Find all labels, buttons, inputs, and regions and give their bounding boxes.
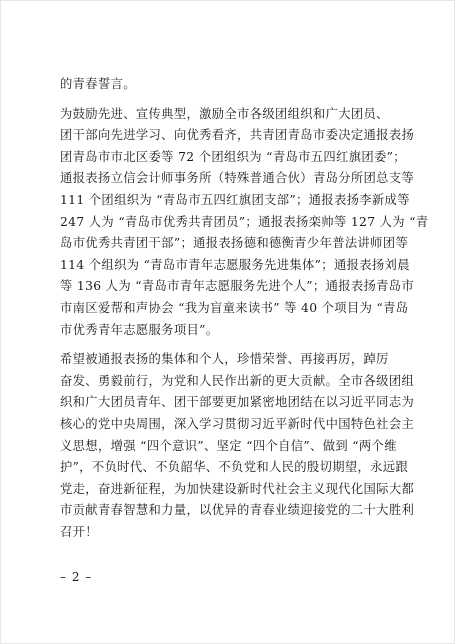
text-line: 奋发、勇毅前行，为党和人民作出新的更大贡献。全市各级团组 xyxy=(60,373,415,388)
text-line: 111 个团组织为 “青岛市五四红旗团支部”；通报表扬李新成等 xyxy=(60,192,410,207)
text-line: 市南区爱帮和声协会 “我为盲童来读书” 等 40 个项目为 “青岛 xyxy=(60,300,409,315)
page-number: – 2 – xyxy=(60,570,93,584)
text-line: 团干部向先进学习、向优秀看齐，共青团青岛市委决定通报表扬 xyxy=(60,128,415,143)
text-line: 希望被通报表扬的集体和个人，珍惜荣誉、再接再厉，踔厉 xyxy=(60,352,389,367)
paragraph-1 xyxy=(60,74,400,96)
text-line: 等 136 人为 “青岛市青年志愿服务先进个人”；通报表扬青岛市 xyxy=(60,279,415,294)
document-body xyxy=(60,74,429,543)
text-line: 岛市优秀共青团干部”；通报表扬德和德衡青少年普法讲师团等 xyxy=(60,236,409,251)
text-line: 织和广大团员青年、团干部要更加紧密地团结在以习近平同志为 xyxy=(60,395,415,410)
text-line: 党走，奋进新征程，为加快建设新时代社会主义现代化国际大都 xyxy=(60,481,415,496)
text-line: 114 个组织为 “青岛市青年志愿服务先进集体”；通报表扬刘晨 xyxy=(60,257,410,272)
paragraph-gap xyxy=(60,341,400,349)
text-line: 义思想，增强 “四个意识”、坚定 “四个自信”、做到 “两个维 xyxy=(60,438,397,453)
text-line: 市优秀青年志愿服务项目”。 xyxy=(60,322,219,337)
text-line: 团青岛市市北区委等 72 个团组织为 “青岛市五四红旗团委”； xyxy=(60,149,406,164)
paragraph-gap xyxy=(60,96,400,104)
text-line: 护”，不负时代、不负韶华、不负党和人民的殷切期望，永远跟 xyxy=(60,460,409,475)
text-line: 的青春誓言。 xyxy=(60,77,136,91)
paragraph-2 xyxy=(60,104,429,342)
text-line: 为鼓励先进、宣传典型，激励全市各级团组织和广大团员、 xyxy=(60,106,389,121)
text-line: 核心的党中央周围，深入学习贯彻习近平新时代中国特色社会主 xyxy=(60,416,415,431)
paragraph-3 xyxy=(60,349,415,543)
text-line: 召开！ xyxy=(60,524,98,539)
text-line: 247 人为 “青岛市优秀共青团员”；通报表扬栾帅等 127 人为 “青 xyxy=(60,214,429,229)
text-line: 通报表扬立信会计师事务所（特殊普通合伙）青岛分所团总支等 xyxy=(60,171,415,186)
text-line: 市贡献青春智慧和力量，以优异的青春业绩迎接党的二十大胜利 xyxy=(60,503,415,518)
